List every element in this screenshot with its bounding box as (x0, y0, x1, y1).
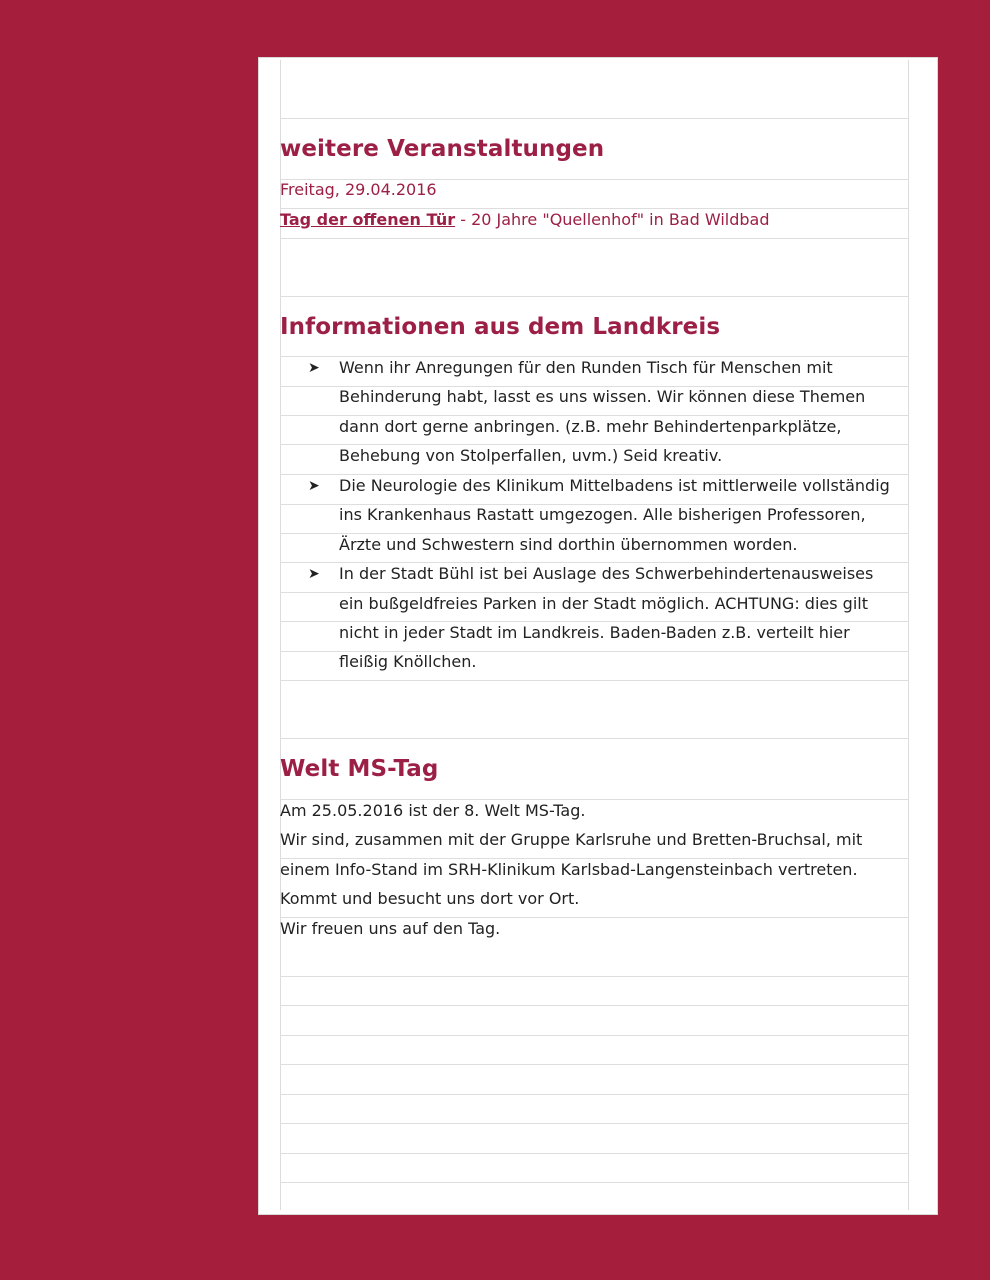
table-rule (280, 296, 909, 297)
bullet-line: ein bußgeldfreies Parken in der Stadt möglich. ACHTUNG: dies gilt (339, 594, 868, 613)
event-date: Freitag, 29.04.2016 (280, 180, 437, 199)
bullet-line: dann dort gerne anbringen. (z.B. mehr Behindertenparkplätze, (339, 417, 842, 436)
bullet-line: fleißig Knöllchen. (339, 652, 477, 671)
bullet-line: In der Stadt Bühl ist bei Auslage des Schwerbehindertenausweises (339, 564, 874, 583)
arrowhead-right-icon: ➤ (308, 360, 320, 376)
ms-day-line: einem Info-Stand im SRH-Klinikum Karlsbad-Langensteinbach vertreten. (280, 860, 858, 879)
bullet-line: ins Krankenhaus Rastatt umgezogen. Alle bisherigen Professoren, (339, 505, 866, 524)
table-rule (280, 415, 909, 416)
arrowhead-right-icon: ➤ (308, 478, 320, 494)
event-link[interactable]: Tag der offenen Tür (280, 210, 456, 229)
table-rule (280, 1094, 909, 1095)
events-heading: weitere Veranstaltungen (280, 136, 605, 162)
ms-day-line: Am 25.05.2016 ist der 8. Welt MS-Tag. (280, 801, 586, 820)
bullet-line: nicht in jeder Stadt im Landkreis. Baden-Baden z.B. verteilt hier (339, 623, 850, 642)
event-entry (280, 210, 769, 230)
table-rule (280, 1182, 909, 1183)
ms-day-line: Kommt und besucht uns dort vor Ort. (280, 889, 580, 908)
table-rule (280, 238, 909, 239)
table-rule (280, 621, 909, 622)
table-rule (280, 976, 909, 977)
table-rule (280, 1123, 909, 1124)
ms-day-heading: Welt MS-Tag (280, 756, 439, 782)
table-rule (280, 858, 909, 859)
bullet-line: Ärzte und Schwestern sind dorthin übernommen worden. (339, 535, 798, 554)
info-heading: Informationen aus dem Landkreis (280, 314, 721, 340)
table-rule (280, 917, 909, 918)
ms-day-line: Wir freuen uns auf den Tag. (280, 919, 501, 938)
table-rule (280, 1153, 909, 1154)
table-rule (280, 680, 909, 681)
bullet-line: Behinderung habt, lasst es uns wissen. Wir können diese Themen (339, 387, 866, 406)
ms-day-line: Wir sind, zusammen mit der Gruppe Karlsruhe und Bretten-Bruchsal, mit (280, 830, 863, 849)
arrowhead-right-icon: ➤ (308, 566, 320, 582)
table-rule (280, 592, 909, 593)
table-rule (280, 356, 909, 357)
table-rule (280, 208, 909, 209)
table-rule (280, 118, 909, 119)
bullet-line: Behebung von Stolperfallen, uvm.) Seid kreativ. (339, 446, 723, 465)
table-rule (280, 799, 909, 800)
table-rule (280, 444, 909, 445)
table-rule (280, 562, 909, 563)
table-rule (280, 533, 909, 534)
event-description: - 20 Jahre "Quellenhof" in Bad Wildbad (455, 210, 770, 229)
table-rule (280, 474, 909, 475)
bullet-line: Die Neurologie des Klinikum Mittelbadens ist mittlerweile vollständig (339, 476, 890, 495)
table-rule (280, 1035, 909, 1036)
bullet-line: Wenn ihr Anregungen für den Runden Tisch für Menschen mit (339, 358, 833, 377)
document-page (258, 57, 938, 1215)
table-rule (280, 738, 909, 739)
table-rule (280, 1005, 909, 1006)
table-rule (280, 1064, 909, 1065)
